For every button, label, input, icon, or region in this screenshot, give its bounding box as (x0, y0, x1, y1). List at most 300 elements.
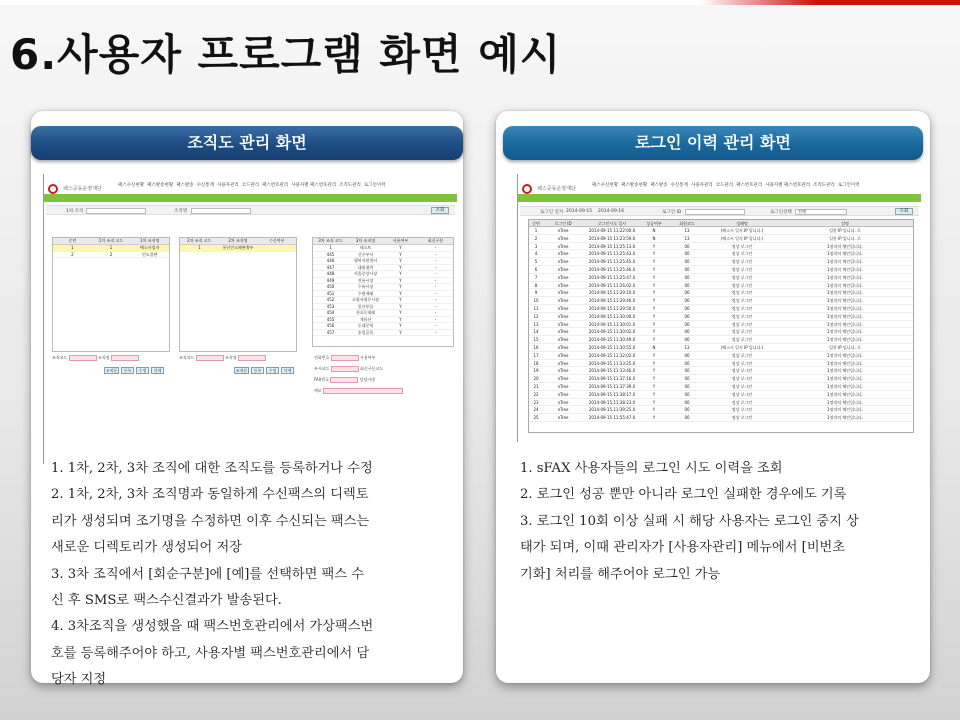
table-cell: 일한 IP 입니다. 로 (829, 228, 861, 233)
table-row[interactable] (529, 360, 913, 368)
table-row[interactable] (529, 313, 913, 321)
table-cell: nTree (557, 360, 569, 366)
table-cell: nTree (557, 228, 569, 233)
table-cell: 12 (533, 313, 539, 319)
table-cell: Y (652, 251, 656, 257)
detail-label-memo: 메모 (314, 388, 322, 393)
table-cell: 446 (326, 258, 335, 263)
table-cell: 정상 로그인 (731, 360, 753, 366)
grid-header-cell: 1차 조직명 (140, 238, 160, 243)
table-cell: 23 (533, 399, 539, 405)
search-button[interactable]: 조회 (895, 208, 913, 215)
nav-item-9[interactable]: 로그인이력 (837, 183, 860, 188)
detail-row (314, 385, 403, 396)
nav-item-9[interactable]: 로그인이력 (363, 183, 386, 188)
mini-btn-delete-2[interactable]: 삭제 (281, 367, 294, 374)
table-cell: 수원재래 (357, 290, 374, 296)
table-cell: 1 (534, 228, 538, 233)
table-cell: 2014-09-15 11:25:46.0 (588, 266, 636, 272)
table-cell: 1정작의 체인입니다. (827, 274, 863, 280)
table-cell: 신중부서 (357, 251, 374, 257)
mini-breadcrumb-bar (44, 194, 457, 202)
table-cell: 2014-09-15 11:38:17.0 (588, 391, 636, 397)
table-cell: 21 (533, 383, 539, 389)
table-cell: (팩스시 일지 IP 입니다.) (720, 228, 764, 233)
table-cell: 10 (533, 298, 539, 304)
table-cell: 14 (533, 329, 539, 335)
table-cell: 1정작의 체인입니다. (827, 298, 863, 304)
table-cell: Y (652, 290, 656, 296)
table-cell: nTree (557, 368, 569, 374)
table-cell: 2014-09-15 11:30:02.0 (588, 329, 636, 335)
grid-header-cell: 성공여부 (646, 221, 662, 226)
table-cell: nTree (557, 259, 569, 265)
table-cell: Y (652, 376, 656, 382)
table-cell: 453 (326, 303, 335, 309)
description-line: 4. 3차조직을 생성했을 때 팩스번호관리에서 가상팩스번 (51, 619, 374, 635)
table-cell: 2014-09-15 11:32:02.0 (588, 352, 636, 358)
description-line: 당자 지정 (51, 672, 107, 688)
nav-item-2[interactable]: 팩스발송 (176, 183, 194, 188)
table-row[interactable] (529, 305, 913, 313)
table-cell: 454 (326, 310, 335, 315)
table-cell: 정상 로그인 (731, 259, 753, 265)
grid-header-cell: 3차 조직명 (355, 238, 376, 243)
mini-logo-text: 팩스공동운영재단 (537, 186, 576, 192)
nav-item-5[interactable]: 코드관리 (241, 183, 260, 188)
detail-label-reply: 회신구분코드 (360, 366, 384, 371)
table-cell: - (434, 245, 437, 250)
table-cell: 00 (684, 391, 690, 397)
table-cell: nTree (557, 305, 569, 311)
mini-btn-add[interactable]: 등록 (121, 367, 134, 374)
table-row[interactable] (529, 352, 913, 360)
table-cell: 6 (534, 266, 538, 272)
detail-label-manager: 담당자명 (359, 377, 376, 382)
table-cell: - (434, 258, 437, 263)
form-row-left (52, 355, 139, 361)
table-cell: 정상 로그인 (731, 243, 753, 249)
description-line: 태가 되며, 이때 관리자가 [사용자관리] 메뉴에서 [비번초 (520, 540, 846, 556)
table-cell: 2 (534, 235, 538, 241)
table-cell: Y (399, 310, 402, 315)
table-row[interactable] (529, 375, 913, 383)
table-cell: 정상 로그인 (731, 266, 753, 272)
table-cell: - (434, 316, 437, 322)
table-cell: 1정작의 체인입니다. (827, 383, 863, 389)
grid-header (53, 238, 169, 245)
top-accent-bar (0, 0, 960, 5)
mini-btn-org-2[interactable]: 조직등 (235, 368, 248, 373)
description-line: 3. 3차 조직에서 [회순구분]에 [예]를 선택하면 팩스 수 (51, 566, 364, 582)
grid-header-cell: 3차 조직 코드 (318, 238, 343, 243)
table-cell: 24 (533, 407, 539, 413)
table-row[interactable] (529, 282, 913, 290)
id-input[interactable] (685, 209, 745, 215)
table-cell: 00 (684, 290, 690, 296)
table-cell: 동대문역 (357, 323, 374, 328)
table-cell: Y (399, 329, 402, 335)
table-cell: Y (399, 290, 402, 296)
dept-input[interactable] (331, 366, 359, 372)
table-row[interactable] (529, 414, 913, 422)
date-to[interactable]: 2014-09-16 (598, 209, 625, 214)
table-cell: 445 (326, 251, 335, 257)
grid-header-cell: 순번 (68, 238, 77, 243)
table-cell: 서울중앙시장 (353, 271, 378, 276)
table-cell: 1정작의 체인입니다. (827, 376, 863, 382)
org-code-label: 조직코드 (52, 355, 68, 360)
table-row[interactable] (529, 336, 913, 344)
table-cell: Y (652, 321, 656, 327)
detail-row (314, 363, 403, 374)
fax-input[interactable] (330, 377, 358, 383)
table-row[interactable] (529, 289, 913, 297)
table-cell: nTree (557, 407, 569, 413)
table-cell: 456 (326, 323, 335, 328)
table-cell: 450 (326, 284, 335, 289)
table-cell: nTree (557, 298, 569, 304)
table-cell: 455 (326, 316, 335, 322)
org-code-input[interactable] (69, 355, 97, 361)
search-label-2: 조직명 (174, 209, 188, 214)
table-cell: 정상 로그인 (731, 251, 753, 257)
login-history-panel-header: 로그인 이력 관리 화면 (503, 126, 923, 160)
description-line: 기화] 처리를 해주어야 로그인 가능 (520, 566, 721, 582)
mini-btn-add-2[interactable]: 등록 (251, 367, 264, 374)
table-cell: 00 (684, 243, 690, 249)
search-button[interactable]: 조회 (431, 207, 449, 214)
table-row[interactable] (529, 235, 913, 243)
table-cell: 2014-09-15 11:29:46.0 (588, 298, 636, 304)
mini-search-bar (520, 206, 919, 216)
logo-icon (522, 184, 532, 194)
table-cell: 정상 로그인 (731, 391, 753, 397)
phone-input[interactable] (331, 355, 359, 361)
nav-item-7[interactable]: 사용자별 팩스번호관리 (765, 183, 811, 188)
table-cell: 1정작의 체인입니다. (827, 391, 863, 397)
table-cell: 00 (684, 305, 690, 311)
table-cell: nTree (557, 383, 569, 389)
table-cell: 2014-09-15 11:23:59.0 (588, 235, 636, 241)
table-cell: 2014-09-15 11:30:00.0 (588, 313, 636, 319)
table-cell: Y (652, 282, 656, 288)
table-cell: 1정작의 체인입니다. (827, 407, 863, 413)
table-cell: 일한 IP 입니다. 로 (829, 235, 861, 241)
nav-item-4[interactable]: 사용자관리 (690, 183, 713, 188)
mini-btn-edit-2[interactable]: 수정 (266, 367, 279, 374)
nav-item-5[interactable]: 코드관리 (715, 183, 734, 188)
table-cell: Y (399, 245, 402, 250)
date-from[interactable]: 2014-09-15 (566, 209, 593, 214)
grid-level3 (312, 237, 454, 347)
nav-item-6[interactable]: 팩스번호관리 (736, 183, 763, 188)
table-cell: 13 (684, 235, 690, 241)
nav-item-3[interactable]: 수신통계 (670, 183, 688, 188)
login-history-table (528, 219, 914, 433)
table-cell: 2014-09-15 11:25:43.0 (588, 251, 636, 257)
description-line: 신 후 SMS로 팩스수신결과가 발송된다. (51, 593, 282, 609)
table-row[interactable] (529, 274, 913, 282)
login-history-panel (496, 111, 930, 683)
table-cell: 2014-09-15 11:37:16.0 (588, 376, 636, 382)
memo-input[interactable] (323, 388, 403, 394)
table-cell: 7 (534, 274, 538, 280)
table-row[interactable] (529, 344, 913, 352)
table-cell: 1정작의 체인입니다. (827, 329, 863, 335)
org-code-input-2[interactable] (196, 355, 224, 361)
table-cell: 송림골목 (357, 329, 374, 335)
table-cell: 3 (534, 243, 538, 249)
table-row[interactable] (53, 252, 169, 259)
grid-header-cell: 회원코드 (679, 221, 695, 226)
nav-item-0[interactable]: 팩스수신현황 (118, 183, 145, 188)
detail-label-dept: 부서코드 (314, 366, 330, 371)
table-row[interactable] (529, 406, 913, 414)
table-cell: 00 (684, 266, 690, 272)
nav-item-1[interactable]: 팩스발송현황 (621, 183, 648, 188)
table-cell: 정상 로그인 (731, 415, 753, 421)
description-line: 1. sFAX 사용자들의 로그인 시도 이력을 조회 (520, 461, 783, 476)
grid-header-cell: 2차 조직 코드 (187, 238, 212, 243)
org-detail-form (314, 352, 403, 396)
table-cell: 452 (326, 297, 335, 302)
nav-item-6[interactable]: 팩스번호관리 (262, 183, 289, 188)
table-cell: 개미산 (359, 316, 372, 322)
table-cell: nTree (557, 321, 569, 327)
table-cell: 천호동재래 (355, 310, 376, 315)
table-cell: 2014-09-15 11:37:39.0 (588, 383, 636, 389)
table-cell: 1정작의 체인입니다. (827, 282, 863, 288)
table-cell: 1정작의 체인입니다. (827, 321, 863, 327)
nav-item-4[interactable]: 사용자관리 (216, 183, 239, 188)
table-cell: 20 (533, 376, 539, 382)
table-cell: 2014-09-15 11:25:47.0 (588, 274, 636, 280)
table-cell: 정상 로그인 (731, 383, 753, 389)
grid-header-cell: 로그인 ID (554, 221, 572, 226)
grid-header-cell: 사용여부 (392, 238, 409, 243)
org-name-input-2[interactable] (238, 355, 266, 361)
table-cell: Y (652, 313, 656, 319)
org-name-label-2: 조직명 (225, 355, 237, 360)
table-cell: 13 (684, 344, 690, 350)
table-cell: 5 (534, 259, 538, 265)
description-line: 1. 1차, 2차, 3차 조직에 대한 조직도를 등록하거나 수정 (51, 461, 373, 476)
table-cell: 00 (684, 313, 690, 319)
table-cell: 정상 로그인 (731, 290, 753, 296)
table-cell: 1정작의 체인입니다. (827, 259, 863, 265)
table-cell: 00 (684, 329, 690, 335)
table-cell: Y (399, 258, 402, 263)
search-input-2[interactable] (191, 208, 251, 214)
table-cell: nTree (557, 251, 569, 257)
table-cell: 2014-09-15 11:30:49.0 (588, 337, 636, 343)
table-cell: 00 (684, 360, 690, 366)
table-cell: 정상 로그인 (731, 376, 753, 382)
detail-row (314, 352, 403, 363)
grid-header-cell: 설명 (841, 221, 849, 226)
table-cell: 수유시장 (357, 284, 374, 289)
table-row[interactable] (529, 399, 913, 407)
table-row[interactable] (529, 227, 913, 235)
table-cell: Y (399, 264, 402, 270)
org-name-label: 조직명 (98, 355, 110, 360)
table-cell: 2014-09-15 11:55:47.0 (588, 415, 636, 421)
table-cell: Y (652, 298, 656, 304)
table-row[interactable] (529, 321, 913, 329)
table-cell: 22 (533, 391, 539, 397)
grid-level1 (52, 237, 170, 352)
org-name-input[interactable] (111, 355, 139, 361)
table-cell: nTree (557, 235, 569, 241)
table-cell: - (434, 297, 437, 302)
login-history-screenshot (517, 174, 921, 442)
table-cell: Y (652, 329, 656, 335)
table-cell: 정상 로그인 (731, 407, 753, 413)
table-cell: nTree (557, 290, 569, 296)
table-cell: 16 (533, 344, 539, 350)
table-cell: 일한 IP 입니다. 로 (829, 344, 861, 350)
table-cell: 대외협력 (357, 264, 374, 270)
table-row[interactable] (180, 245, 296, 252)
table-cell: Y (652, 360, 656, 366)
table-cell: Y (399, 316, 402, 322)
org-chart-panel (31, 111, 463, 688)
table-cell: - (434, 277, 437, 283)
table-cell: Y (652, 399, 656, 405)
table-cell: 2014-09-15 11:29:50.0 (588, 305, 636, 311)
mini-btn-org[interactable]: 조직등 (105, 368, 118, 373)
table-row[interactable] (529, 250, 913, 258)
nav-item-0[interactable]: 팩스수신현황 (592, 183, 619, 188)
search-input-1[interactable] (86, 208, 146, 214)
detail-label-use: 사용여부 (360, 355, 376, 360)
status-select[interactable]: 전체 (795, 209, 847, 215)
table-row[interactable] (529, 258, 913, 266)
table-cell: nTree (557, 376, 569, 382)
table-cell: Y (652, 415, 656, 421)
table-cell: 1정작의 체인입니다. (827, 290, 863, 296)
description-line: 호를 등록해주어야 하고, 사용자별 팩스번호관리에서 담 (51, 645, 370, 661)
table-cell: - (434, 290, 437, 296)
table-cell: nTree (557, 313, 569, 319)
table-row[interactable] (529, 266, 913, 274)
table-cell: nTree (557, 399, 569, 405)
table-cell: 1정작의 체인입니다. (827, 243, 863, 249)
table-cell: (팩스시 일지 IP 입니다.) (720, 235, 764, 241)
table-cell: 4 (534, 251, 538, 257)
table-cell: Y (399, 277, 402, 283)
table-cell: 정상 로그인 (731, 352, 753, 358)
table-cell: 00 (684, 399, 690, 405)
nav-item-8[interactable]: 조직도관리 (339, 183, 361, 188)
table-cell: Y (652, 352, 656, 358)
table-row[interactable] (313, 330, 453, 337)
table-cell: 정상 로그인 (731, 399, 753, 405)
table-row[interactable] (529, 367, 913, 375)
table-cell: Y (652, 391, 656, 397)
table-cell: 1 (109, 245, 113, 250)
org-chart-panel-header: 조직도 관리 화면 (31, 126, 463, 160)
nav-item-8[interactable]: 조직도관리 (813, 183, 835, 188)
nav-item-2[interactable]: 팩스발송 (650, 183, 668, 188)
table-cell: nTree (557, 266, 569, 272)
table-cell: 2014-09-15 11:30:55.0 (588, 344, 636, 350)
search-label-1: 1차 조직 (66, 209, 84, 214)
table-cell: Y (652, 274, 656, 280)
table-cell: 전통시장 (357, 277, 374, 283)
table-cell: nTree (557, 282, 569, 288)
table-cell: 정상 로그인 (731, 321, 753, 327)
table-cell: 테스트 (359, 245, 372, 250)
table-row[interactable] (529, 328, 913, 336)
grid-header-cell: 1차 조직 코드 (98, 238, 124, 243)
grid-header-cell: 2차 조직명 (228, 238, 248, 243)
mini-btn-delete[interactable]: 삭제 (151, 367, 164, 374)
table-cell: 정상 로그인 (731, 274, 753, 280)
table-cell: nTree (557, 344, 569, 350)
table-row[interactable] (529, 243, 913, 251)
login-history-description (520, 456, 859, 588)
table-cell: Y (399, 297, 402, 302)
org-chart-screenshot (43, 174, 457, 464)
table-cell: 00 (684, 321, 690, 327)
table-cell: nTree (557, 243, 569, 249)
table-cell: 2014-09-15 11:30:01.0 (588, 321, 636, 327)
table-cell: 00 (684, 368, 690, 374)
table-cell: 449 (326, 277, 335, 283)
mini-btn-edit[interactable]: 수정 (136, 367, 149, 374)
table-cell: - (434, 303, 437, 309)
table-cell: 정상 로그인 (731, 298, 753, 304)
table-cell: 451 (326, 290, 335, 296)
logo-icon (48, 184, 58, 194)
description-line: 2. 로그인 성공 뿐만 아니라 로그인 실패한 경우에도 기록 (520, 487, 847, 503)
table-row[interactable] (529, 297, 913, 305)
table-cell: 9 (534, 290, 538, 296)
table-cell: 1정작의 체인입니다. (827, 415, 863, 421)
description-line: 새로운 디렉토리가 생성되어 저장 (51, 540, 242, 556)
table-cell: 447 (326, 264, 335, 270)
nav-item-3[interactable]: 수신통계 (196, 183, 214, 188)
table-cell: 1정작의 체인입니다. (827, 360, 863, 366)
table-cell: - (434, 329, 437, 335)
table-cell: 00 (684, 298, 690, 304)
table-cell: 00 (684, 415, 690, 421)
table-row[interactable] (529, 391, 913, 399)
mini-nav (118, 182, 455, 190)
status-label: 로그인상태 (770, 210, 792, 215)
table-cell: 00 (684, 337, 690, 343)
table-cell: Y (399, 251, 402, 257)
table-cell: - (434, 271, 437, 276)
table-cell: 팩스사업자 (140, 245, 160, 250)
nav-item-7[interactable]: 사용자별 팩스번호관리 (291, 183, 337, 188)
table-cell: - (434, 284, 437, 289)
table-cell: 1정작의 체인입니다. (827, 313, 863, 319)
table-cell: 2014-09-15 11:38:23.0 (588, 399, 636, 405)
grid-header-cell: 성패명 (736, 221, 748, 226)
table-cell: nTree (557, 329, 569, 335)
nav-item-1[interactable]: 팩스발송현황 (147, 183, 174, 188)
table-cell: 00 (684, 259, 690, 265)
table-cell: 1정작의 체인입니다. (827, 251, 863, 257)
grid-header (313, 238, 453, 245)
table-cell: 일산풍물 (357, 303, 374, 309)
table-row[interactable] (529, 383, 913, 391)
table-cell: 19 (533, 368, 539, 374)
table-cell: 정상 로그인 (731, 368, 753, 374)
